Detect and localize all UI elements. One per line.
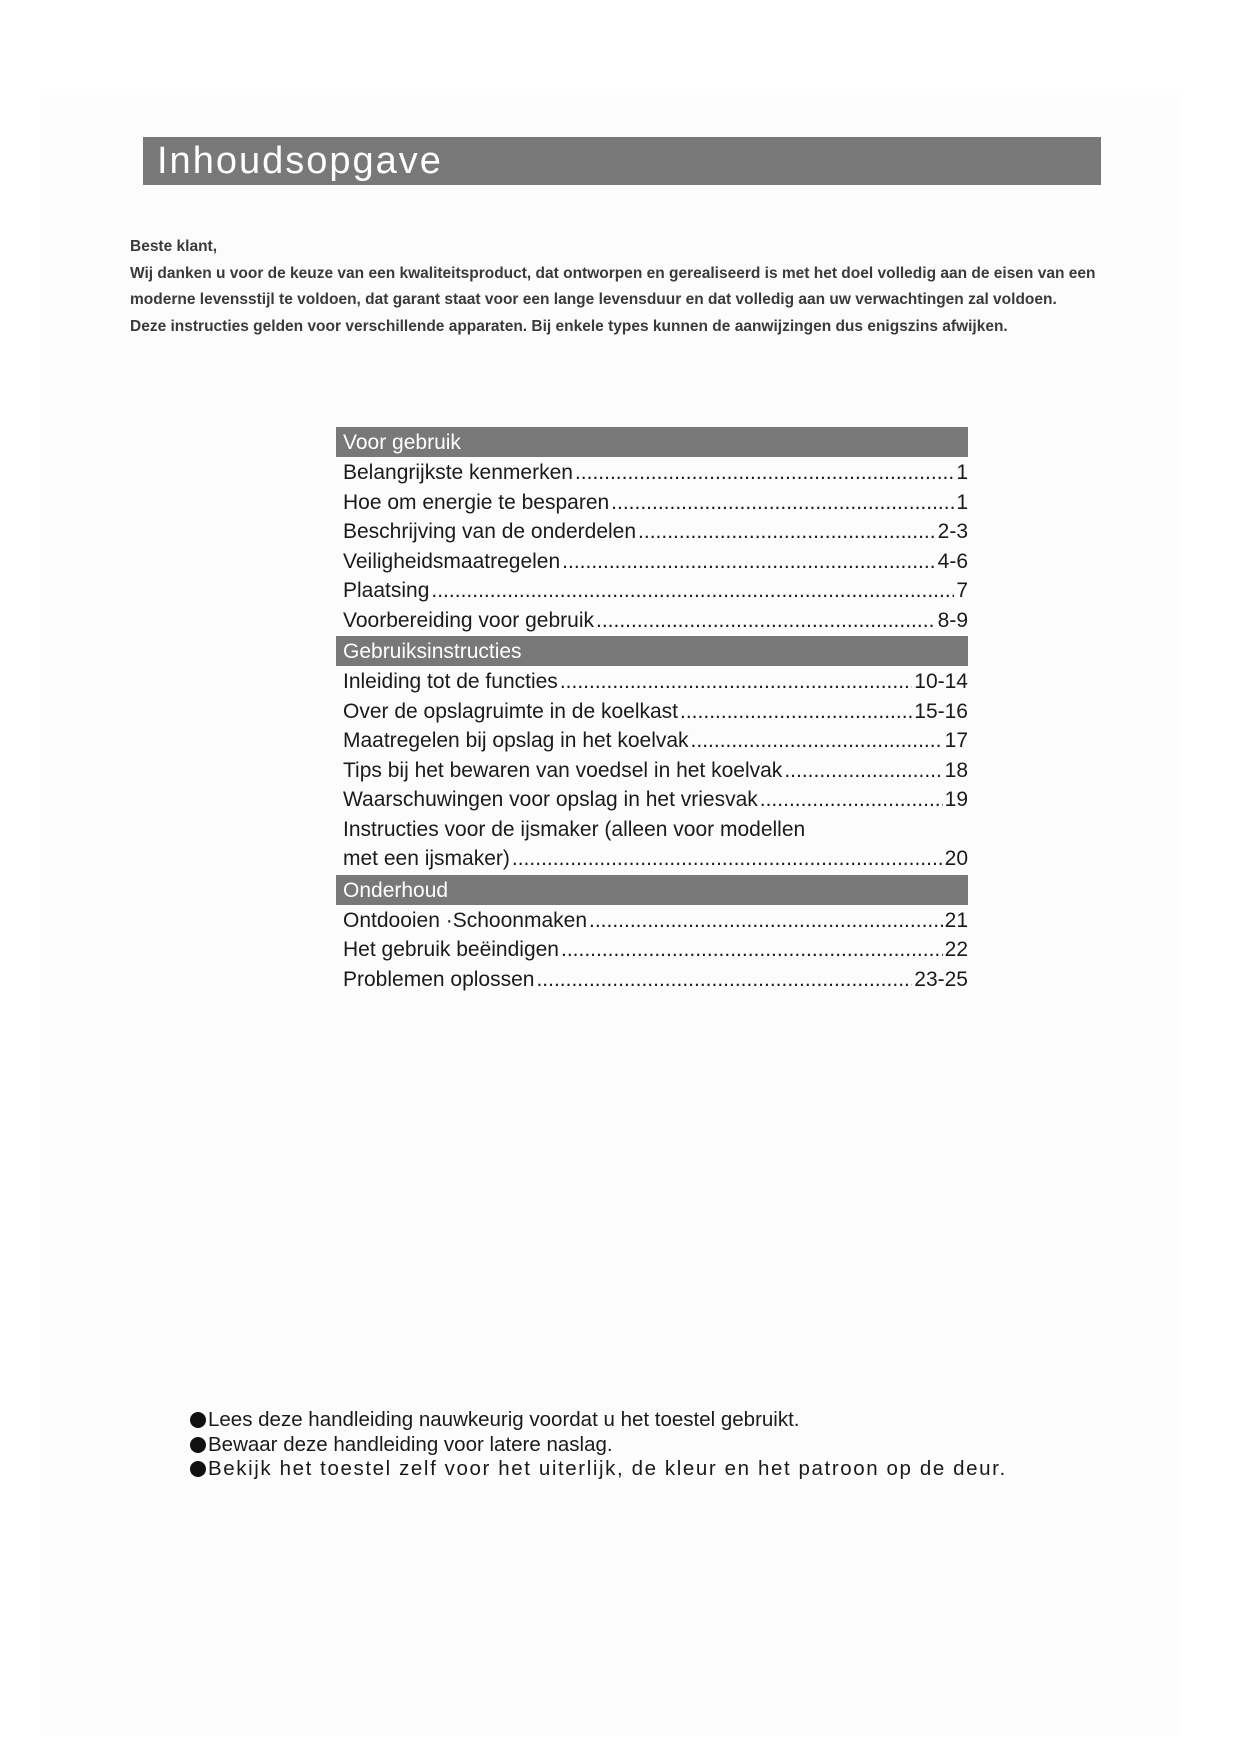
leader-dots: [784, 756, 942, 786]
leader-dots: [611, 488, 954, 518]
intro-line-2: moderne levensstijl te voldoen, dat garant staat voor een lange levensduur en dat volledig aan uw verwachtingen zal voldoen.: [130, 291, 1057, 308]
intro-greeting: Beste klant,: [130, 238, 218, 255]
toc-entry-page: 4-6: [937, 549, 968, 573]
toc-entry[interactable]: [336, 756, 968, 786]
toc-section-gebruiksinstructies: Gebruiksinstructies: [336, 636, 968, 666]
toc-entry-label: Beschrijving van de onderdelen: [343, 520, 637, 543]
leader-dots: [638, 517, 936, 547]
table-of-contents: [336, 426, 968, 994]
intro-text: [130, 234, 1130, 340]
leader-dots: [562, 547, 935, 577]
toc-entry-label: Problemen oplossen: [343, 967, 535, 991]
toc-entry[interactable]: [336, 667, 968, 697]
toc-entry-label: Veiligheidsmaatregelen: [343, 549, 561, 573]
toc-entry-page: 8-9: [937, 608, 968, 632]
toc-entry-label: Belangrijkste kenmerken: [343, 461, 573, 484]
toc-entry-label-continued: met een ijsmaker): [343, 847, 510, 870]
toc-entry-label: Over de opslagruimte in de koelkast: [343, 699, 679, 723]
leader-dots: [596, 606, 936, 636]
toc-entry-page: 2-3: [937, 520, 968, 543]
note-item: [190, 1457, 1090, 1482]
toc-entry-label: Inleiding tot de functies: [343, 670, 558, 693]
toc-entry-page: 20: [944, 847, 968, 870]
leader-dots: [589, 906, 943, 936]
toc-entry-label: Tips bij het bewaren van voedsel in het koelvak: [343, 758, 783, 782]
toc-entry[interactable]: [336, 785, 968, 815]
toc-section-onderhoud: Onderhoud: [336, 875, 968, 905]
toc-entry[interactable]: [336, 965, 968, 995]
toc-entry[interactable]: [336, 488, 968, 518]
note-text: Bekijk het toestel zelf voor het uiterlijk, de kleur en het patroon op de deur.: [208, 1457, 1007, 1480]
leader-dots: [575, 458, 954, 488]
toc-entry-page: 22: [944, 938, 968, 961]
leader-dots: [691, 726, 943, 756]
toc-entry[interactable]: [336, 606, 968, 636]
leader-dots: [760, 785, 943, 815]
toc-entry[interactable]: [336, 726, 968, 756]
toc-entry-label: Voorbereiding voor gebruik: [343, 608, 594, 632]
toc-entry-page: 1: [956, 490, 968, 514]
note-item: [190, 1408, 1090, 1433]
toc-entry[interactable]: [336, 547, 968, 577]
toc-entry-label: Het gebruik beëindigen: [343, 938, 559, 961]
leader-dots: [680, 697, 912, 727]
toc-entry[interactable]: [336, 576, 968, 606]
toc-entry[interactable]: [336, 935, 968, 965]
toc-entry-label: Hoe om energie te besparen: [343, 490, 610, 514]
bullet-icon: [190, 1412, 206, 1428]
bullet-icon: [190, 1437, 206, 1453]
intro-line-1: Wij danken u voor de keuze van een kwaliteitsproduct, dat ontworpen en gerealiseerd is met het doel volledig aan de eisen van een: [130, 264, 1096, 282]
leader-dots: [560, 667, 912, 697]
leader-dots: [561, 935, 943, 965]
toc-entry[interactable]: [336, 815, 968, 874]
leader-dots: [536, 965, 912, 995]
toc-entry[interactable]: [336, 697, 968, 727]
usage-notes: [190, 1408, 1090, 1482]
toc-entry-page: 1: [956, 461, 968, 484]
bullet-icon: [190, 1461, 206, 1477]
toc-entry-label: Waarschuwingen voor opslag in het vriesvak: [343, 788, 758, 811]
note-text: Bewaar deze handleiding voor latere naslag.: [208, 1432, 613, 1456]
note-item: [190, 1433, 1090, 1458]
toc-entry[interactable]: [336, 517, 968, 547]
toc-entry-page: 7: [956, 579, 968, 602]
toc-section-voor-gebruik: Voor gebruik: [336, 427, 968, 457]
toc-entry-page: 18: [944, 758, 968, 782]
toc-entry[interactable]: [336, 458, 968, 488]
intro-line-3: Deze instructies gelden voor verschillende apparaten. Bij enkele types kunnen de aanwijzingen dus enigszins afwijken.: [130, 317, 1008, 335]
leader-dots: [512, 844, 943, 874]
note-text: Lees deze handleiding nauwkeurig voordat u het toestel gebruikt.: [208, 1408, 800, 1431]
leader-dots: [431, 576, 954, 606]
toc-entry-label: Maatregelen bij opslag in het koelvak: [343, 729, 689, 752]
page-title: Inhoudsopgave: [143, 137, 1101, 185]
toc-entry-page: 15-16: [914, 699, 968, 723]
toc-entry-page: 23-25: [914, 967, 968, 991]
toc-entry-label: Instructies voor de ijsmaker (alleen voor modellen: [343, 817, 806, 841]
toc-entry-page: 10-14: [914, 670, 968, 693]
toc-entry-label: Ontdooien ·Schoonmaken: [343, 908, 587, 932]
toc-entry-page: 17: [944, 729, 968, 752]
toc-entry-label: Plaatsing: [343, 579, 430, 602]
toc-entry-page: 21: [944, 908, 968, 932]
toc-entry[interactable]: [336, 906, 968, 936]
toc-entry-page: 19: [944, 788, 968, 811]
